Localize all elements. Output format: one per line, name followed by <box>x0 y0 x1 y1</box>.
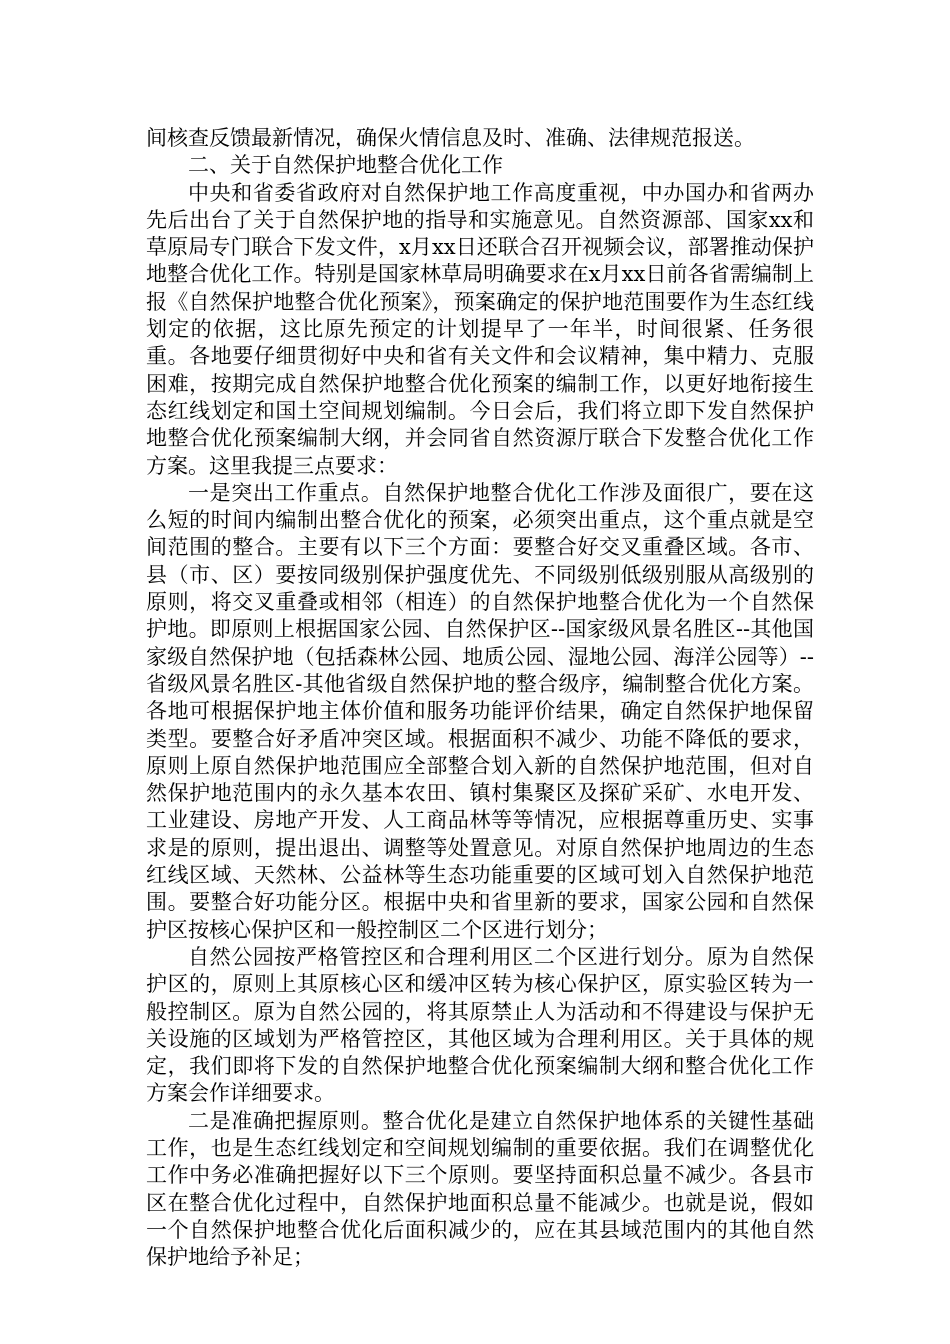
paragraph-requirement-two: 二是准确把握原则。整合优化是建立自然保护地体系的关键性基础工作，也是生态红线划定和空间规划编制的重要依据。我们在调整优化工作中务必准确把握好以下三个原则。要坚持面积总量不减少。各县市区在整合优化过程中，自然保护地面积总量不能减少。也就是说，假如一个自然保护地整合优化后面积减少的，应在其县域范围内的其他自然保护地给予补足； <box>146 1108 814 1270</box>
section-heading: 二、关于自然保护地整合优化工作 <box>188 153 503 178</box>
paragraph-natural-parks: 自然公园按严格管控区和合理利用区二个区进行划分。原为自然保护区的，原则上其原核心区和缓冲区转为核心保护区，原实验区转为一般控制区。原为自然公园的，将其原禁止人为活动和不得建设与保护无关设施的区域划为严格管控区，其他区域为合理利用区。关于具体的规定，我们即将下发的自然保护地整合优化预案编制大纲和整合优化工作方案会作详细要求。 <box>146 944 814 1106</box>
paragraph-requirement-one: 一是突出工作重点。自然保护地整合优化工作涉及面很广，要在这么短的时间内编制出整合优化的预案，必须突出重点，这个重点就是空间范围的整合。主要有以下三个方面：要整合好交叉重叠区域。各市、县（市、区）要按同级别保护强度优先、不同级别低级别服从高级别的原则，将交叉重叠或相邻（相连）的自然保护地整合优化为一个自然保护地。即原则上根据国家公园、自然保护区--国家级风景名胜区--其他国家级自然保护地（包括森林公园、地质公园、湿地公园、海洋公园等）--省级风景名胜区-其他省级自然保护地的整合级序，编制整合优化方案。各地可根据保护地主体价值和服务功能评价结果，确定自然保护地保留类型。要整合好矛盾冲突区域。根据面积不减少、功能不降低的要求，原则上原自然保护地范围应全部整合划入新的自然保护地范围，但对自然保护地范围内的永久基本农田、镇村集聚区及探矿采矿、水电开发、工业建设、房地产开发、人工商品林等等情况，应根据尊重历史、实事求是的原则，提出退出、调整等处置意见。对原自然保护地周边的生态红线区域、天然林、公益林等生态功能重要的区域可划入自然保护地范围。要整合好功能分区。根据中央和省里新的要求，国家公园和自然保护区按核心保护区和一般控制区二个区进行划分； <box>146 480 814 942</box>
paragraph-intro: 中央和省委省政府对自然保护地工作高度重视，中办国办和省两办先后出台了关于自然保护地的指导和实施意见。自然资源部、国家xx和草原局专门联合下发文件，x月xx日还联合召开视频会议，部署推动保护地整合优化工作。特别是国家林草局明确要求在x月xx日前各省需编制上报《自然保护地整合优化预案》，预案确定的保护地范围要作为生态红线划定的依据，这比原先预定的计划提早了一年半，时间很紧、任务很重。各地要仔细贯彻好中央和省有关文件和会议精神，集中精力、克服困难，按期完成自然保护地整合优化预案的编制工作，以更好地衔接生态红线划定和国土空间规划编制。今日会后，我们将立即下发自然保护地整合优化预案编制大纲，并会同省自然资源厅联合下发整合优化工作方案。这里我提三点要求： <box>146 180 814 478</box>
paragraph-continuation: 间核查反馈最新情况，确保火情信息及时、准确、法律规范报送。 <box>146 126 755 150</box>
document-body <box>146 125 814 1271</box>
